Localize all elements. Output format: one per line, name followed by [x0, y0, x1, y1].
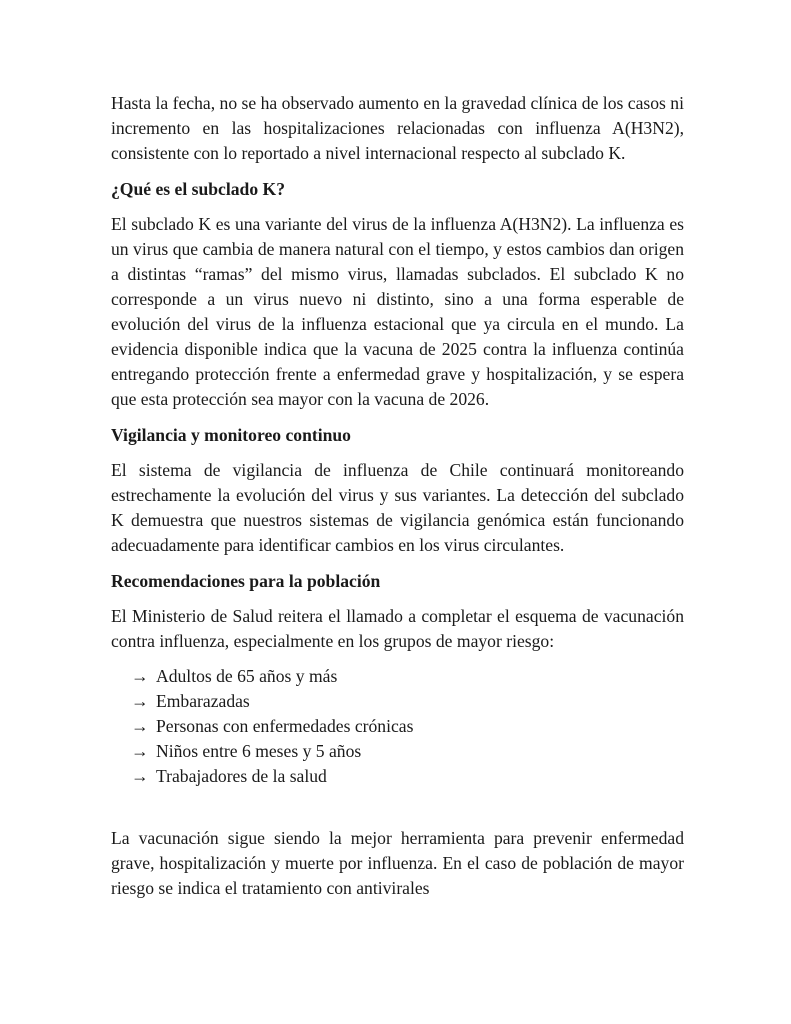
- heading-subclado: ¿Qué es el subclado K?: [111, 179, 285, 199]
- vigilancia-paragraph: El sistema de vigilancia de influenza de Chile continuará monitoreando estrechamente la evolución del virus y sus variantes. La detección del subclado K demuestra que nuestros sistemas de vigilancia genómica están funcionando adecuadamente para identificar cambios en los virus circulantes.: [111, 460, 684, 555]
- closing-paragraph: La vacunación sigue siendo la mejor herramienta para prevenir enfermedad grave, hospitalización y muerte por influenza. En el caso de población de mayor riesgo se indica el tratamiento con antivirales: [111, 828, 684, 898]
- list-item: → Embarazadas: [131, 689, 684, 714]
- heading-recomendaciones: Recomendaciones para la población: [111, 571, 381, 591]
- arrow-right-icon: →: [131, 691, 149, 711]
- arrow-right-icon: →: [131, 716, 149, 736]
- list-item: → Personas con enfermedades crónicas: [131, 714, 684, 739]
- risk-groups-list: [111, 664, 684, 789]
- list-item: → Trabajadores de la salud: [131, 764, 684, 789]
- arrow-right-icon: →: [131, 741, 149, 761]
- list-item: → Niños entre 6 meses y 5 años: [131, 739, 684, 764]
- arrow-right-icon: →: [131, 666, 149, 686]
- heading-vigilancia: Vigilancia y monitoreo continuo: [111, 425, 351, 445]
- subclado-paragraph: El subclado K es una variante del virus de la influenza A(H3N2). La influenza es un virus que cambia de manera natural con el tiempo, y estos cambios dan origen a distintas “ramas” del mismo virus, llamadas subclados. El subclado K no corresponde a un virus nuevo ni distinto, sino a una forma esperable de evolución del virus de la influenza estacional que ya circula en el mundo. La evidencia disponible indica que la vacuna de 2025 contra la influenza continúa entregando protección frente a enfermedad grave y hospitalización, y se espera que esta protección sea mayor con la vacuna de 2026.: [111, 214, 684, 409]
- intro-paragraph: Hasta la fecha, no se ha observado aumento en la gravedad clínica de los casos ni incremento en las hospitalizaciones relacionadas con influenza A(H3N2), consistente con lo reportado a nivel internacional respecto al subclado K.: [111, 93, 684, 163]
- document-page: [111, 91, 684, 901]
- list-item: → Adultos de 65 años y más: [131, 664, 684, 689]
- recomendaciones-paragraph: El Ministerio de Salud reitera el llamado a completar el esquema de vacunación contra influenza, especialmente en los grupos de mayor riesgo:: [111, 606, 684, 651]
- arrow-right-icon: →: [131, 766, 149, 786]
